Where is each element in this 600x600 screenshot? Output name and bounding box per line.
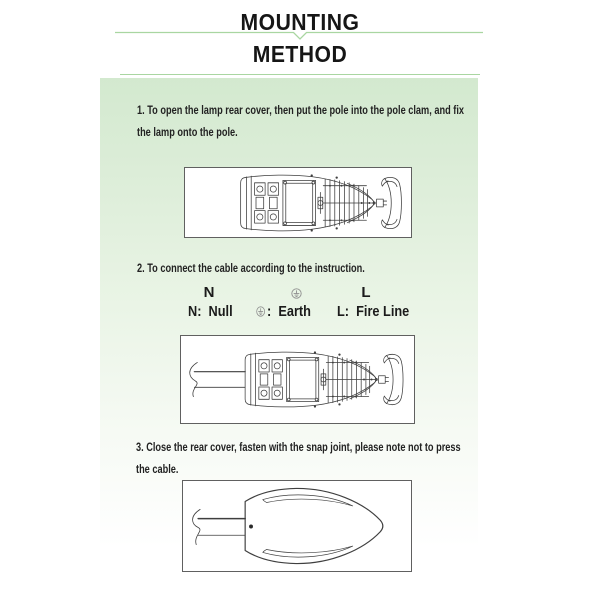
page-title-line1: MOUNTING	[240, 9, 360, 35]
closed-lamp-with-pole-drawing	[183, 481, 411, 571]
step3-instruction	[136, 437, 461, 481]
step1-instruction	[137, 100, 464, 144]
step1-line1: 1. To open the lamp rear cover, then put the pole into the pole clam, and fix	[137, 105, 464, 117]
page-title-line2: METHOD	[252, 41, 348, 67]
earth-ground-icon	[256, 306, 265, 317]
figure-step3-closed-lamp-diagram	[182, 480, 412, 572]
step1-line2: the lamp onto the pole.	[137, 127, 238, 139]
title-divider	[120, 74, 480, 75]
step2-line1: 2. To connect the cable according to the instruction.	[137, 263, 365, 275]
legend-fire-line: L: Fire Line	[337, 303, 410, 320]
legend-earth	[256, 303, 311, 321]
figure-step1-open-lamp-diagram	[184, 167, 412, 238]
pivot-dot	[249, 525, 253, 529]
step2-instruction	[137, 258, 365, 280]
legend-earth-text: : Earth	[267, 303, 311, 320]
terminal-label-l: L	[361, 284, 371, 301]
open-lamp-with-pole-drawing	[181, 336, 414, 423]
step3-line1: 3. Close the rear cover, fasten with the snap joint, please note not to press	[136, 442, 461, 454]
legend-null: N: Null	[188, 303, 233, 320]
open-lamp-top-view-drawing	[185, 168, 411, 237]
step3-line2: the cable.	[136, 464, 179, 476]
terminal-label-n: N	[203, 284, 215, 301]
figure-step2-lamp-with-pole-diagram	[180, 335, 415, 424]
earth-ground-icon	[291, 288, 302, 299]
